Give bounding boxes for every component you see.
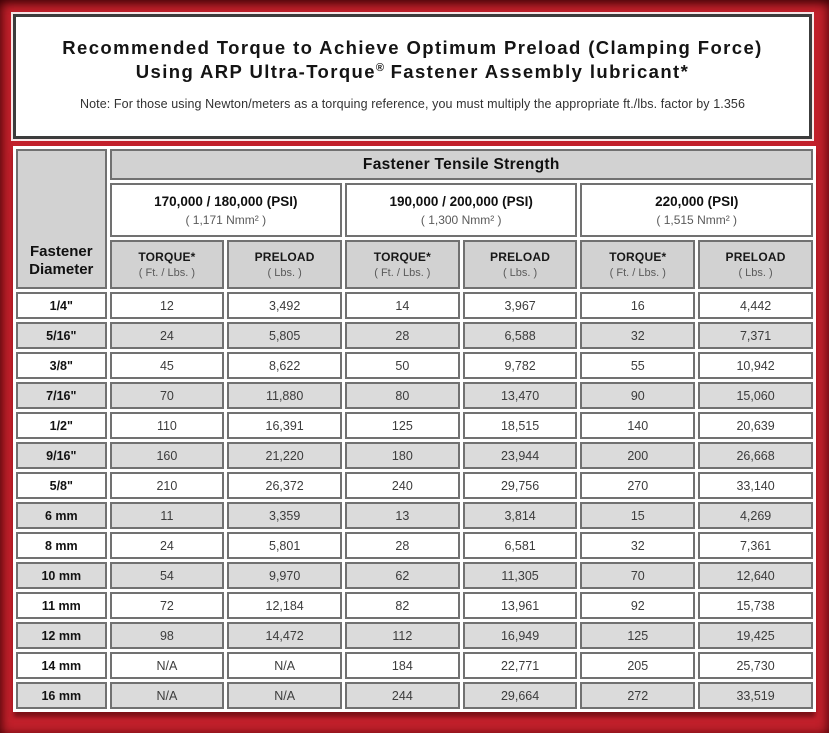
table-row: [16, 592, 813, 619]
cell-torque-2: 80: [345, 382, 460, 409]
cell-torque-1: 11: [110, 502, 225, 529]
torque-table: [13, 146, 816, 712]
row-diameter: 11 mm: [16, 592, 107, 619]
col-header-torque-1: [110, 240, 225, 289]
cell-torque-3: 32: [580, 322, 695, 349]
cell-preload-2: 16,949: [463, 622, 578, 649]
cell-torque-1: 24: [110, 532, 225, 559]
cell-preload-1: N/A: [227, 682, 342, 709]
cell-preload-3: 4,442: [698, 292, 813, 319]
table-row: [16, 322, 813, 349]
strength-group-190-200: [345, 183, 577, 237]
cell-preload-3: 26,668: [698, 442, 813, 469]
col-header-torque-2: [345, 240, 460, 289]
row-diameter: 7/16": [16, 382, 107, 409]
cell-preload-1: 3,359: [227, 502, 342, 529]
cell-torque-3: 70: [580, 562, 695, 589]
cell-preload-2: 3,814: [463, 502, 578, 529]
cell-preload-2: 3,967: [463, 292, 578, 319]
cell-preload-3: 7,371: [698, 322, 813, 349]
table-row: [16, 532, 813, 559]
cell-torque-1: 160: [110, 442, 225, 469]
col-header-unit: ( Lbs. ): [267, 267, 302, 279]
title-panel: [13, 14, 812, 139]
tensile-strength-header: Fastener Tensile Strength: [110, 149, 813, 180]
col-header-unit: ( Ft. / Lbs. ): [374, 267, 431, 279]
note-text: Note: For those using Newton/meters as a torquing reference, you must multiply the appropriate ft./lbs. factor by 1.356: [79, 97, 745, 112]
table-row: [16, 652, 813, 679]
cell-torque-3: 92: [580, 592, 695, 619]
fastener-diameter-header-line1: Fastener: [30, 242, 93, 260]
cell-torque-3: 200: [580, 442, 695, 469]
psi-label: 190,000 / 200,000 (PSI): [389, 193, 533, 209]
cell-preload-2: 6,588: [463, 322, 578, 349]
cell-preload-1: 11,880: [227, 382, 342, 409]
cell-torque-1: N/A: [110, 682, 225, 709]
psi-label: 170,000 / 180,000 (PSI): [154, 193, 298, 209]
table-row: [16, 622, 813, 649]
row-diameter: 6 mm: [16, 502, 107, 529]
cell-torque-1: 210: [110, 472, 225, 499]
title-line2-suffix: Fastener Assembly lubricant*: [384, 61, 690, 83]
cell-preload-1: 9,970: [227, 562, 342, 589]
cell-torque-2: 125: [345, 412, 460, 439]
cell-preload-1: 8,622: [227, 352, 342, 379]
table-row: [16, 412, 813, 439]
col-header-label: PRELOAD: [254, 250, 315, 264]
cell-preload-2: 13,961: [463, 592, 578, 619]
row-diameter: 12 mm: [16, 622, 107, 649]
cell-torque-1: 12: [110, 292, 225, 319]
table-row: [16, 352, 813, 379]
cell-preload-2: 9,782: [463, 352, 578, 379]
cell-torque-3: 16: [580, 292, 695, 319]
cell-preload-3: 15,738: [698, 592, 813, 619]
col-header-unit: ( Lbs. ): [738, 267, 773, 279]
col-header-label: TORQUE*: [373, 250, 431, 264]
cell-torque-3: 205: [580, 652, 695, 679]
table-row: [16, 682, 813, 709]
cell-preload-3: 10,942: [698, 352, 813, 379]
cell-torque-1: N/A: [110, 652, 225, 679]
cell-torque-2: 28: [345, 322, 460, 349]
cell-torque-2: 180: [345, 442, 460, 469]
cell-preload-3: 25,730: [698, 652, 813, 679]
title-line2-prefix: Using ARP Ultra-Torque: [135, 61, 376, 83]
cell-torque-2: 62: [345, 562, 460, 589]
col-header-label: PRELOAD: [725, 250, 786, 264]
psi-label: 220,000 (PSI): [655, 193, 739, 209]
cell-preload-3: 20,639: [698, 412, 813, 439]
cell-preload-2: 6,581: [463, 532, 578, 559]
strength-group-170-180: [110, 183, 342, 237]
cell-preload-1: 26,372: [227, 472, 342, 499]
cell-torque-2: 184: [345, 652, 460, 679]
psi-header-row: [16, 183, 813, 237]
cell-torque-1: 72: [110, 592, 225, 619]
table-row: [16, 472, 813, 499]
cell-preload-2: 13,470: [463, 382, 578, 409]
row-diameter: 5/16": [16, 322, 107, 349]
cell-torque-2: 28: [345, 532, 460, 559]
cell-preload-2: 23,944: [463, 442, 578, 469]
cell-torque-1: 45: [110, 352, 225, 379]
cell-torque-1: 24: [110, 322, 225, 349]
cell-preload-1: 5,805: [227, 322, 342, 349]
page-title-line2: [16, 60, 809, 84]
cell-torque-3: 125: [580, 622, 695, 649]
cell-torque-2: 82: [345, 592, 460, 619]
cell-torque-3: 272: [580, 682, 695, 709]
nmm-label: ( 1,171 Nmm² ): [185, 212, 267, 227]
cell-preload-3: 15,060: [698, 382, 813, 409]
cell-preload-2: 29,756: [463, 472, 578, 499]
cell-torque-3: 15: [580, 502, 695, 529]
registered-trademark-symbol: ®: [375, 61, 385, 74]
cell-torque-3: 55: [580, 352, 695, 379]
col-header-unit: ( Ft. / Lbs. ): [138, 267, 196, 279]
table-row: [16, 292, 813, 319]
cell-torque-1: 54: [110, 562, 225, 589]
col-header-label: TORQUE*: [609, 250, 667, 264]
table-row: [16, 442, 813, 469]
nmm-label: ( 1,515 Nmm² ): [656, 212, 738, 227]
cell-preload-1: 3,492: [227, 292, 342, 319]
page-title-line1: Recommended Torque to Achieve Optimum Preload (Clamping Force): [62, 37, 763, 58]
col-header-preload-3: [698, 240, 813, 289]
cell-torque-2: 244: [345, 682, 460, 709]
cell-preload-3: 7,361: [698, 532, 813, 559]
cell-preload-1: 14,472: [227, 622, 342, 649]
cell-torque-1: 70: [110, 382, 225, 409]
cell-preload-1: 16,391: [227, 412, 342, 439]
cell-torque-3: 140: [580, 412, 695, 439]
strength-group-220: [580, 183, 813, 237]
nmm-label: ( 1,300 Nmm² ): [420, 212, 502, 227]
col-header-label: PRELOAD: [490, 250, 551, 264]
cell-preload-2: 11,305: [463, 562, 578, 589]
row-diameter: 1/2": [16, 412, 107, 439]
cell-torque-2: 240: [345, 472, 460, 499]
cell-torque-2: 13: [345, 502, 460, 529]
cell-torque-3: 32: [580, 532, 695, 559]
cell-torque-1: 110: [110, 412, 225, 439]
cell-preload-1: 5,801: [227, 532, 342, 559]
table-row: [16, 382, 813, 409]
col-header-preload-2: [463, 240, 578, 289]
col-header-unit: ( Ft. / Lbs. ): [609, 267, 666, 279]
group-header-row: [16, 149, 813, 180]
cell-torque-2: 50: [345, 352, 460, 379]
row-diameter: 9/16": [16, 442, 107, 469]
row-diameter: 1/4": [16, 292, 107, 319]
cell-preload-1: N/A: [227, 652, 342, 679]
cell-torque-2: 14: [345, 292, 460, 319]
col-header-torque-3: [580, 240, 695, 289]
row-diameter: 10 mm: [16, 562, 107, 589]
cell-preload-2: 22,771: [463, 652, 578, 679]
cell-preload-3: 33,140: [698, 472, 813, 499]
column-header-row: [16, 240, 813, 289]
row-diameter: 3/8": [16, 352, 107, 379]
cell-preload-3: 12,640: [698, 562, 813, 589]
fastener-diameter-header-line2: Diameter: [29, 261, 94, 279]
table-row: [16, 502, 813, 529]
cell-torque-1: 98: [110, 622, 225, 649]
cell-torque-3: 90: [580, 382, 695, 409]
fastener-diameter-header: [16, 149, 107, 289]
row-diameter: 16 mm: [16, 682, 107, 709]
cell-torque-3: 270: [580, 472, 695, 499]
cell-torque-2: 112: [345, 622, 460, 649]
col-header-preload-1: [227, 240, 342, 289]
cell-preload-2: 18,515: [463, 412, 578, 439]
cell-preload-3: 19,425: [698, 622, 813, 649]
cell-preload-1: 21,220: [227, 442, 342, 469]
cell-preload-2: 29,664: [463, 682, 578, 709]
table-row: [16, 562, 813, 589]
col-header-unit: ( Lbs. ): [502, 267, 538, 279]
row-diameter: 8 mm: [16, 532, 107, 559]
col-header-label: TORQUE*: [138, 250, 196, 264]
cell-preload-1: 12,184: [227, 592, 342, 619]
row-diameter: 14 mm: [16, 652, 107, 679]
cell-preload-3: 4,269: [698, 502, 813, 529]
cell-preload-3: 33,519: [698, 682, 813, 709]
row-diameter: 5/8": [16, 472, 107, 499]
